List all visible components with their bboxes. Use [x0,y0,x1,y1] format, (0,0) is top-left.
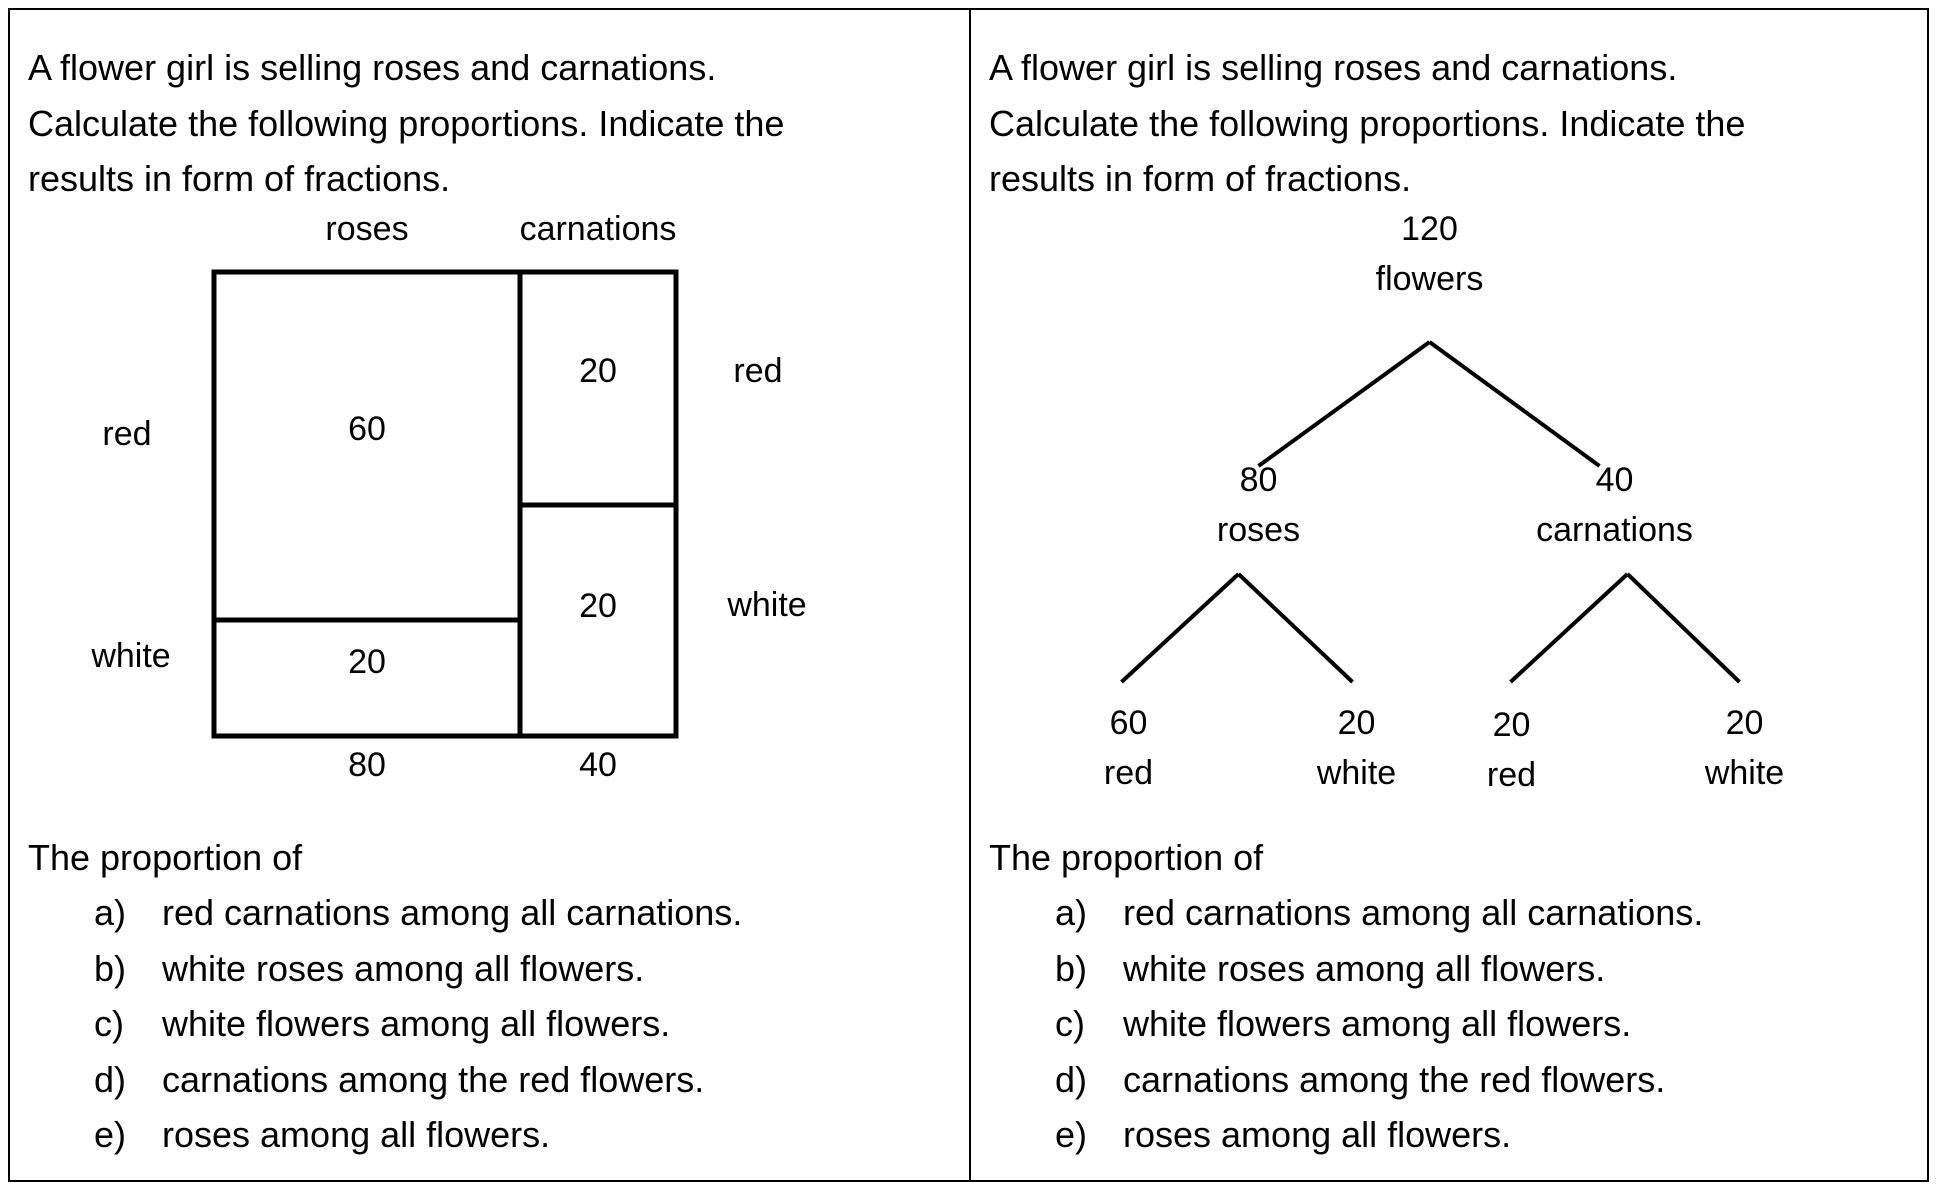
question-letter: a) [94,892,127,933]
question-item [1055,1052,1703,1108]
branch-carnations-red [1511,574,1628,682]
question-text: red carnations among all carnations. [162,892,743,933]
branch-roses-white [1239,574,1353,682]
cell-carnations-red: 20 [579,352,617,390]
branch-roses-red [1122,574,1239,682]
question-heading: The proportion of [989,837,1264,878]
row-label-white-left: white [91,637,171,675]
total-carnations: 40 [579,746,617,784]
question-item [1055,941,1703,997]
leaf-carnations-white-label: white [1704,754,1785,792]
question-text: carnations among the red flowers. [162,1058,705,1100]
question-item [94,885,742,941]
question-item [1055,996,1703,1052]
intro-line: results in form of fractions. [28,158,451,199]
intro-line: A flower girl is selling roses and carnations. [28,47,717,88]
intro-line: Calculate the following proportions. Indicate the [28,102,785,144]
question-letter: b) [94,947,127,989]
row-label-white-right: white [727,586,807,624]
branch-root-carnations [1430,342,1600,466]
cell-carnations-white: 20 [579,587,617,625]
intro-line: A flower girl is selling roses and carnations. [989,47,1678,88]
question-letter: a) [1055,892,1088,933]
carnations-label: carnations [1536,511,1693,549]
area-diagram-panel [10,8,969,1182]
leaf-roses-white-label: white [1316,754,1397,792]
question-letter: e) [1055,1114,1088,1155]
question-item [94,996,742,1052]
row-label-red-right: red [733,352,783,390]
question-heading: The proportion of [28,837,303,878]
question-letter: c) [94,1003,124,1044]
leaf-roses-red-label: red [1103,754,1154,792]
question-letter: d) [1055,1058,1088,1100]
intro-line: Calculate the following proportions. Indicate the [989,102,1746,144]
intro-line: results in form of fractions. [989,158,1412,199]
question-item [1055,1107,1703,1163]
question-item [94,1052,742,1108]
question-text: white flowers among all flowers. [1123,1003,1632,1044]
question-letter: c) [1055,1003,1085,1044]
leaf-carnations-white-count: 20 [1725,704,1764,742]
roses-label: roses [1216,511,1301,549]
question-text: red carnations among all carnations. [1123,892,1704,933]
question-list [94,885,742,1163]
question-text: carnations among the red flowers. [1123,1058,1666,1100]
question-text: roses among all flowers. [1123,1114,1512,1155]
branch-root-roses [1259,342,1430,466]
question-item [1055,885,1703,941]
column-label-roses: roses [325,210,409,248]
tree-diagram-panel [971,8,1929,1182]
branch-carnations-white [1628,574,1740,682]
leaf-roses-white-count: 20 [1337,704,1376,742]
column-label-carnations: carnations [519,210,677,248]
leaf-roses-red-count: 60 [1109,704,1148,742]
question-list [1055,885,1703,1163]
cell-roses-red: 60 [348,410,386,448]
question-text: roses among all flowers. [162,1114,551,1155]
leaf-carnations-red-count: 20 [1492,706,1531,744]
leaf-carnations-red-label: red [1486,756,1537,794]
question-item [94,941,742,997]
question-letter: d) [94,1058,127,1100]
row-label-red-left: red [102,415,152,453]
root-label: flowers [1375,260,1484,298]
cell-roses-white: 20 [348,643,386,681]
question-text: white roses among all flowers. [162,947,645,989]
question-text: white flowers among all flowers. [162,1003,671,1044]
carnations-count: 40 [1595,461,1634,499]
question-item [94,1107,742,1163]
root-count: 120 [1401,210,1458,248]
question-letter: b) [1055,947,1088,989]
total-roses: 80 [348,746,386,784]
question-letter: e) [94,1114,127,1155]
roses-count: 80 [1239,461,1278,499]
question-text: white roses among all flowers. [1123,947,1606,989]
